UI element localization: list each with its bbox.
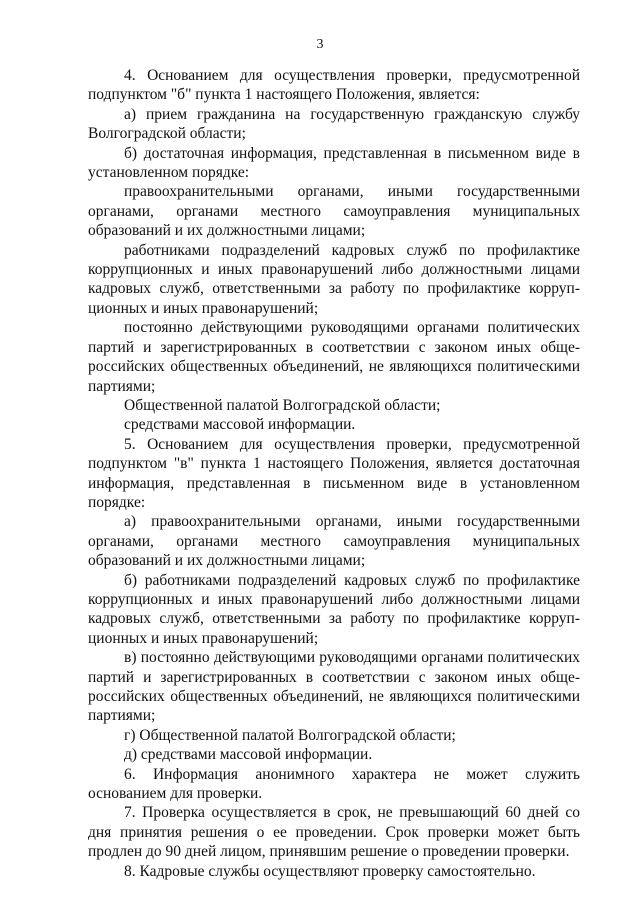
paragraph-4-a: а) прием гражданина на государственную гражданскую службу Волгоградской области; bbox=[88, 105, 580, 143]
paragraph-4-b-mass-media: средствами массовой информации. bbox=[124, 416, 356, 434]
paragraph-5-a: а) правоохранительными органами, иными государственными органами, органами местного самоуправления муниципальных образований и их должностными лицами; bbox=[88, 513, 580, 570]
paragraph-4-intro: 4. Основанием для осуществления проверки, предусмотренной подпунктом "б" пункта 1 настоящего Положения, является: bbox=[88, 67, 580, 104]
page-number: 3 bbox=[316, 37, 324, 52]
paragraph-5-d: д) средствами массовой информации. bbox=[124, 746, 373, 764]
paragraph-5-intro: 5. Основанием для осуществления проверки, предусмотренной подпунктом "в" пункта 1 настоящего Положения, является достаточная информация, представленная в письменном виде в установленном порядке: bbox=[88, 435, 580, 511]
paragraph-4-b-law-enforcement: правоохранительными органами, иными государственными органами, органами местного самоуправления муниципальных образований и их должностными лицами; bbox=[88, 183, 580, 240]
paragraph-5-g: г) Общественной палатой Волгоградской области; bbox=[124, 726, 456, 744]
paragraph-4-b-political-parties: постоянно действующими руководящими органами политических партий и зарегистрированных в соответствии с законом иных общероссийских общественных объединений, не являющихся политическими партиями; bbox=[88, 319, 580, 395]
document-body bbox=[88, 66, 580, 881]
paragraph-5-b: б) работниками подразделений кадровых служб по профилактике коррупционных и иных правонарушений либо должностными лицами кадровых служб, ответственными за работу по профилактике коррупционных и иных правонарушений; bbox=[88, 571, 580, 647]
paragraph-4-b-personnel-services: работниками подразделений кадровых служб по профилактике коррупционных и иных правонарушений либо должностными лицами кадровых служб, ответственными за работу по профилактике коррупционных и иных правонарушений; bbox=[88, 241, 580, 317]
paragraph-7: 7. Проверка осуществляется в срок, не превышающий 60 дней со дня принятия решения о ее проведении. Срок проверки может быть продлен до 90 дней лицом, принявшим решение о проведении проверки. bbox=[88, 804, 580, 861]
paragraph-4-b-public-chamber: Общественной палатой Волгоградской области; bbox=[124, 396, 441, 414]
paragraph-5-v: в) постоянно действующими руководящими органами политических партий и зарегистрированных в соответствии с законом иных общероссийских общественных объединений, не являющихся политическими партиями; bbox=[88, 649, 580, 725]
paragraph-4-b: б) достаточная информация, представленная в письменном виде в установленном порядке: bbox=[88, 144, 580, 182]
paragraph-6: 6. Информация анонимного характера не может служить основанием для проверки. bbox=[88, 765, 580, 803]
paragraph-8: 8. Кадровые службы осуществляют проверку самостоятельно. bbox=[124, 862, 536, 880]
